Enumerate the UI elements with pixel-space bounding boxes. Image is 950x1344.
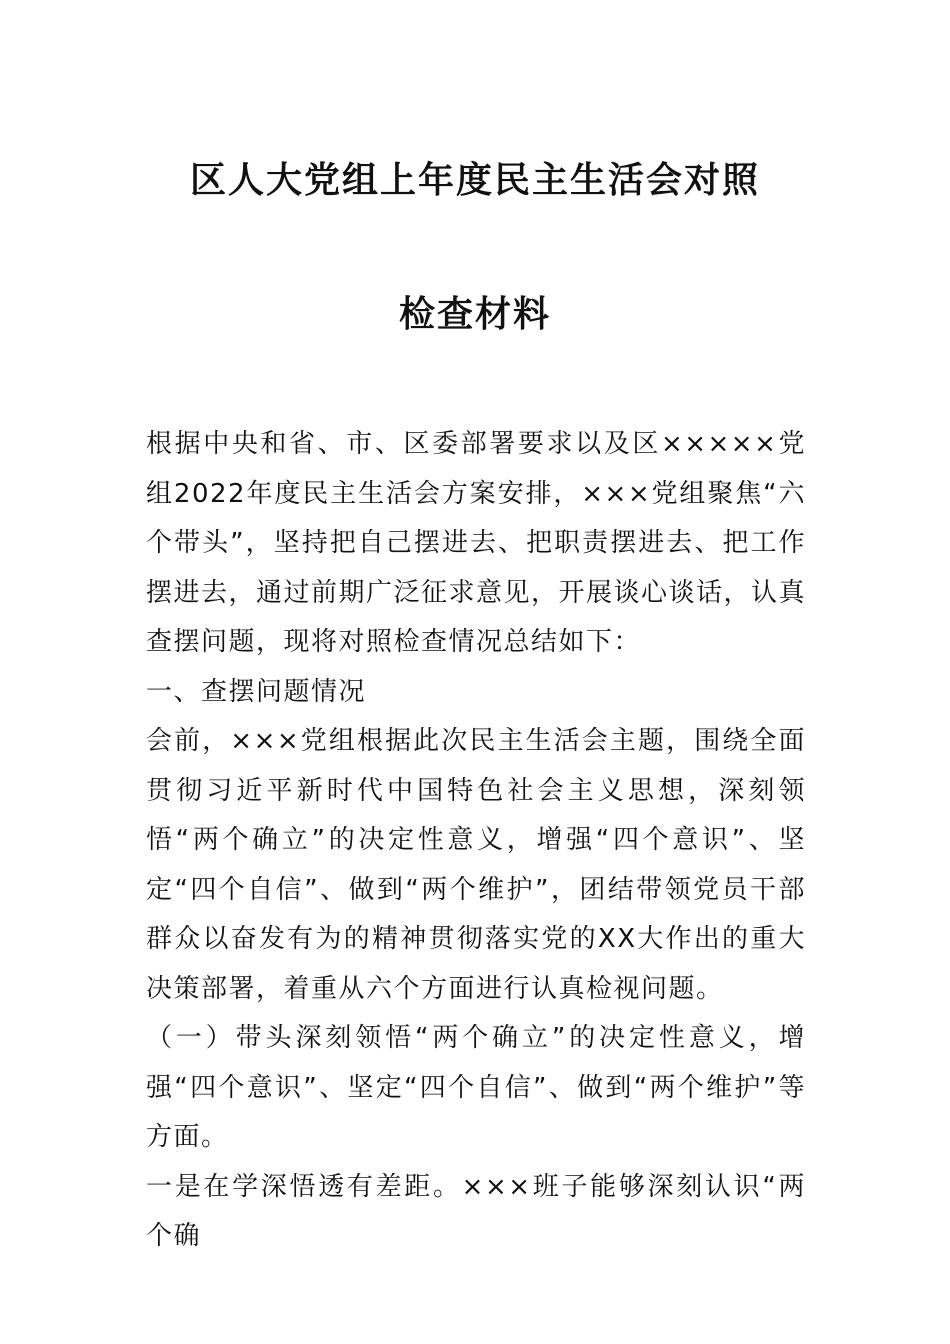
intro-paragraph: 根据中央和省、市、区委部署要求以及区×××××党组2022年度民主生活会方案安排，×××党组聚焦“六个带头”，坚持把自己摆进去、把职责摆进去、把工作摆进去，通过前期广泛征求意见，开展谈心谈话，认真查摆问题，现将对照检查情况总结如下： [146,429,807,657]
document-title-line-2: 检查材料 [398,293,551,335]
document-body [146,420,806,1262]
section-paragraph: 会前，×××党组根据此次民主生活会主题，围绕全面贯彻习近平新时代中国特色社会主义思想，深刻领悟“两个确立”的决定性意义，增强“四个意识”、坚定“四个自信”、做到“两个维护”，团结带领党员干部群众以奋发有为的精神贯彻落实党的XX大作出的重大决策部署，着重从六个方面进行认真检视问题。 [146,726,806,1004]
document-title-line-1: 区人大党组上年度民主生活会对照 [189,159,760,201]
subsection-heading: （一）带头深刻领悟“两个确立”的决定性意义，增强“四个意识”、坚定“四个自信”、做到“两个维护”等方面。 [146,1023,806,1152]
point-paragraph: 一是在学深悟透有差距。×××班子能够深刻认识“两个确 [146,1171,806,1251]
section-heading: 一、查摆问题情况 [146,676,367,707]
